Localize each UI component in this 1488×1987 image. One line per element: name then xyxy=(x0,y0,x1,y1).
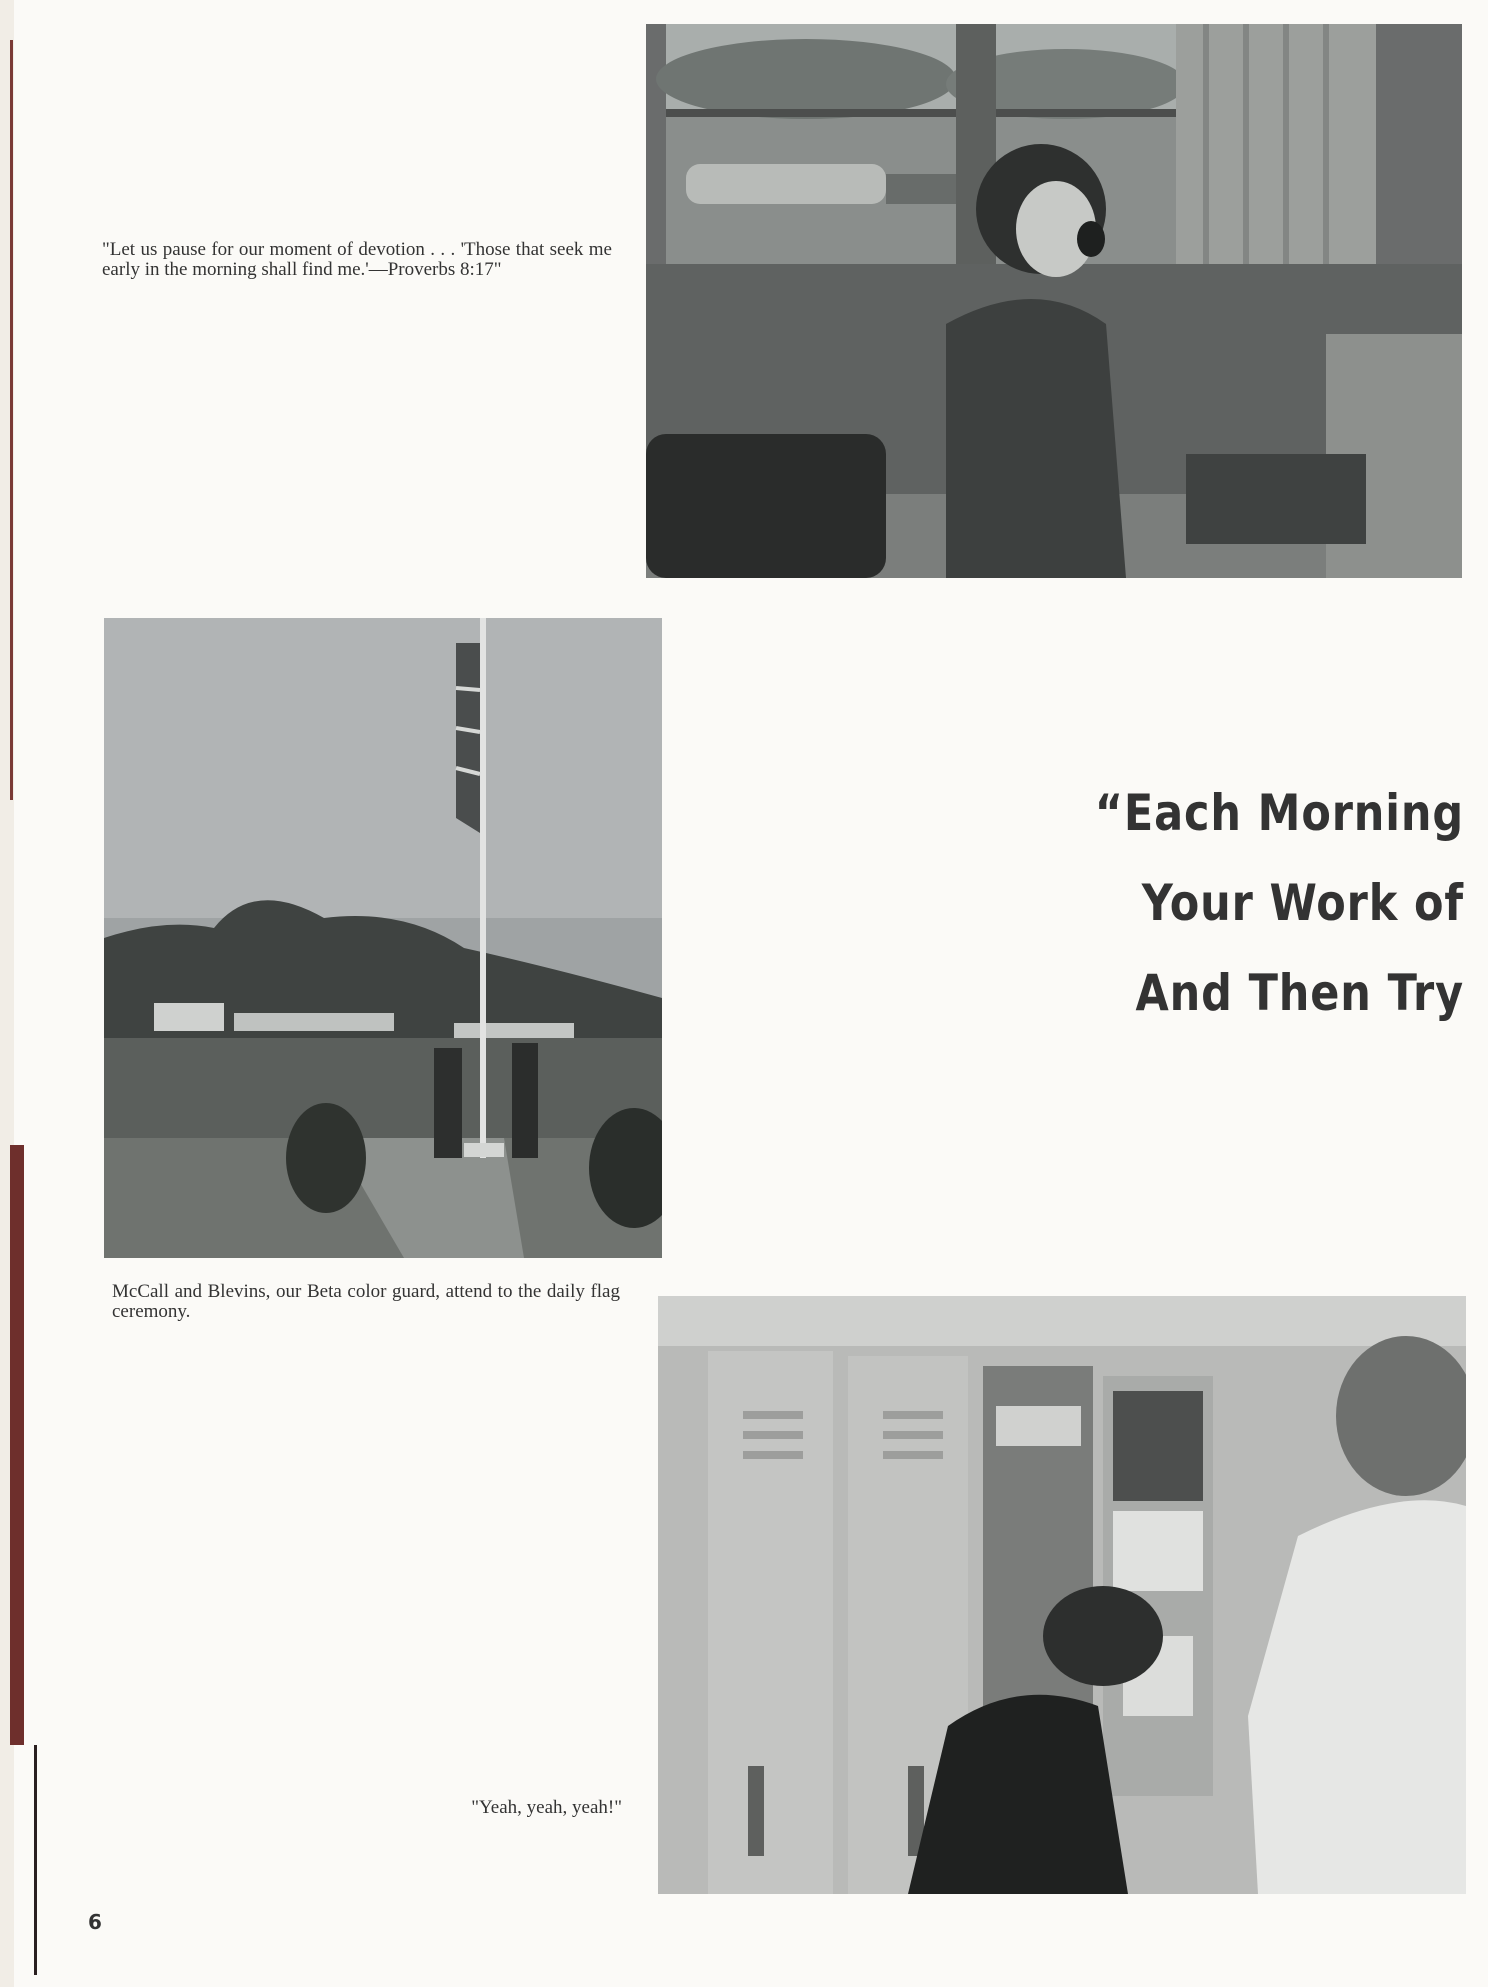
page-number: 6 xyxy=(88,1910,102,1934)
caption-devotion: "Let us pause for our moment of devotion . . . 'Those that seek me early in the morning shall find me.'—Proverbs 8:17" xyxy=(102,239,612,280)
flag-ceremony-photo xyxy=(104,618,662,1258)
headline-line: Your Work of xyxy=(1141,874,1464,932)
headline-line: And Then Try xyxy=(1135,964,1464,1022)
binding-strip xyxy=(34,1745,37,1975)
lockers-photo xyxy=(658,1296,1466,1894)
classroom-devotion-photo xyxy=(646,24,1462,578)
headline-line: “Each Morning xyxy=(1094,784,1464,842)
headline xyxy=(1017,768,1464,1038)
binding-strip xyxy=(10,40,13,800)
binding-edge xyxy=(0,0,14,1987)
binding-strip xyxy=(10,1145,24,1745)
caption-lockers: "Yeah, yeah, yeah!" xyxy=(471,1797,622,1818)
caption-flag: McCall and Blevins, our Beta color guard, attend to the daily flag ceremony. xyxy=(112,1281,620,1322)
